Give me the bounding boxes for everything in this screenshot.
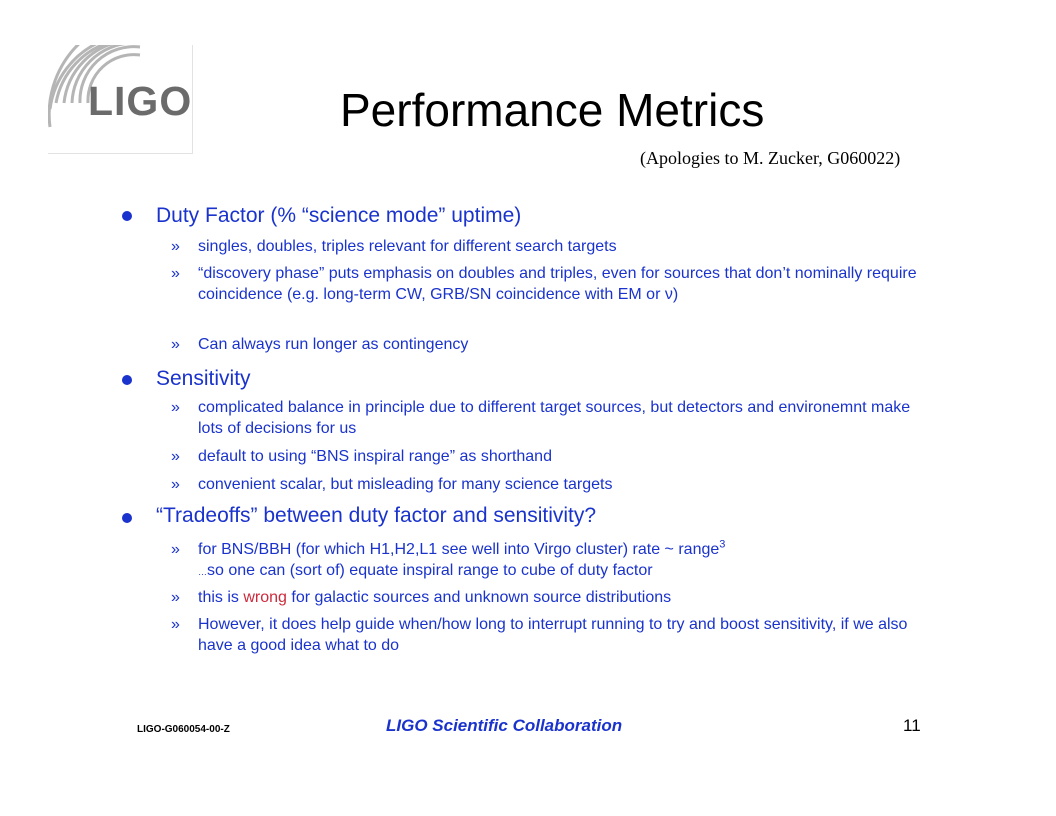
sub-marker: » (171, 265, 180, 282)
sub-marker: » (171, 616, 180, 633)
sub-marker: » (171, 399, 180, 416)
sub-text: this is (198, 589, 244, 606)
bullet-dot (122, 211, 132, 221)
sub-item: complicated balance in principle due to different target sources, but detectors and environemnt make lots of decisions for us (198, 399, 911, 437)
document-id: LIGO-G060054-00-Z (137, 724, 230, 735)
sub-item: However, it does help guide when/how long to interrupt running to try and boost sensitivity, if we also have a good idea what to do (198, 616, 908, 654)
sub-text: for galactic sources and unknown source distributions (286, 589, 672, 606)
bullet-sensitivity: Sensitivity (156, 367, 251, 390)
sub-marker: » (171, 448, 180, 465)
sub-item: Can always run longer as contingency (198, 336, 469, 353)
sub-item: “discovery phase” puts emphasis on doubles and triples, even for sources that don’t nominally require coincidence (e.g. long-term CW, GRB/SN coincidence with EM or ν) (198, 265, 917, 303)
footer-collaboration: LIGO Scientific Collaboration (386, 716, 623, 735)
sub-marker: » (171, 238, 180, 255)
sub-item (198, 539, 918, 583)
sub-item: convenient scalar, but misleading for many science targets (198, 476, 613, 493)
ligo-logo (48, 45, 194, 155)
sub-item (198, 587, 918, 608)
bullet-tradeoffs: “Tradeoffs” between duty factor and sensitivity? (156, 504, 597, 527)
sub-text: so one can (sort of) equate inspiral range to cube of duty factor (207, 562, 653, 579)
bullet-dot (122, 375, 132, 385)
bullet-dot (122, 513, 132, 523)
slide-subtitle: (Apologies to M. Zucker, G060022) (640, 148, 901, 168)
ellipsis: … (198, 567, 207, 577)
bullet-duty-factor: Duty Factor (% “science mode” uptime) (156, 204, 522, 227)
sub-item: singles, doubles, triples relevant for different search targets (198, 238, 617, 255)
sub-text: for BNS/BBH (for which H1,H2,L1 see well into Virgo cluster) rate ~ range (198, 541, 720, 558)
logo-text: LIGO (88, 78, 193, 124)
superscript: 3 (719, 538, 726, 551)
slide-title: Performance Metrics (340, 84, 765, 136)
sub-item: default to using “BNS inspiral range” as shorthand (198, 448, 552, 465)
sub-marker: » (171, 589, 180, 606)
highlight-wrong: wrong (243, 589, 287, 606)
sub-marker: » (171, 476, 180, 493)
page-number: 11 (903, 716, 921, 735)
sub-marker: » (171, 336, 180, 353)
sub-marker: » (171, 541, 180, 558)
